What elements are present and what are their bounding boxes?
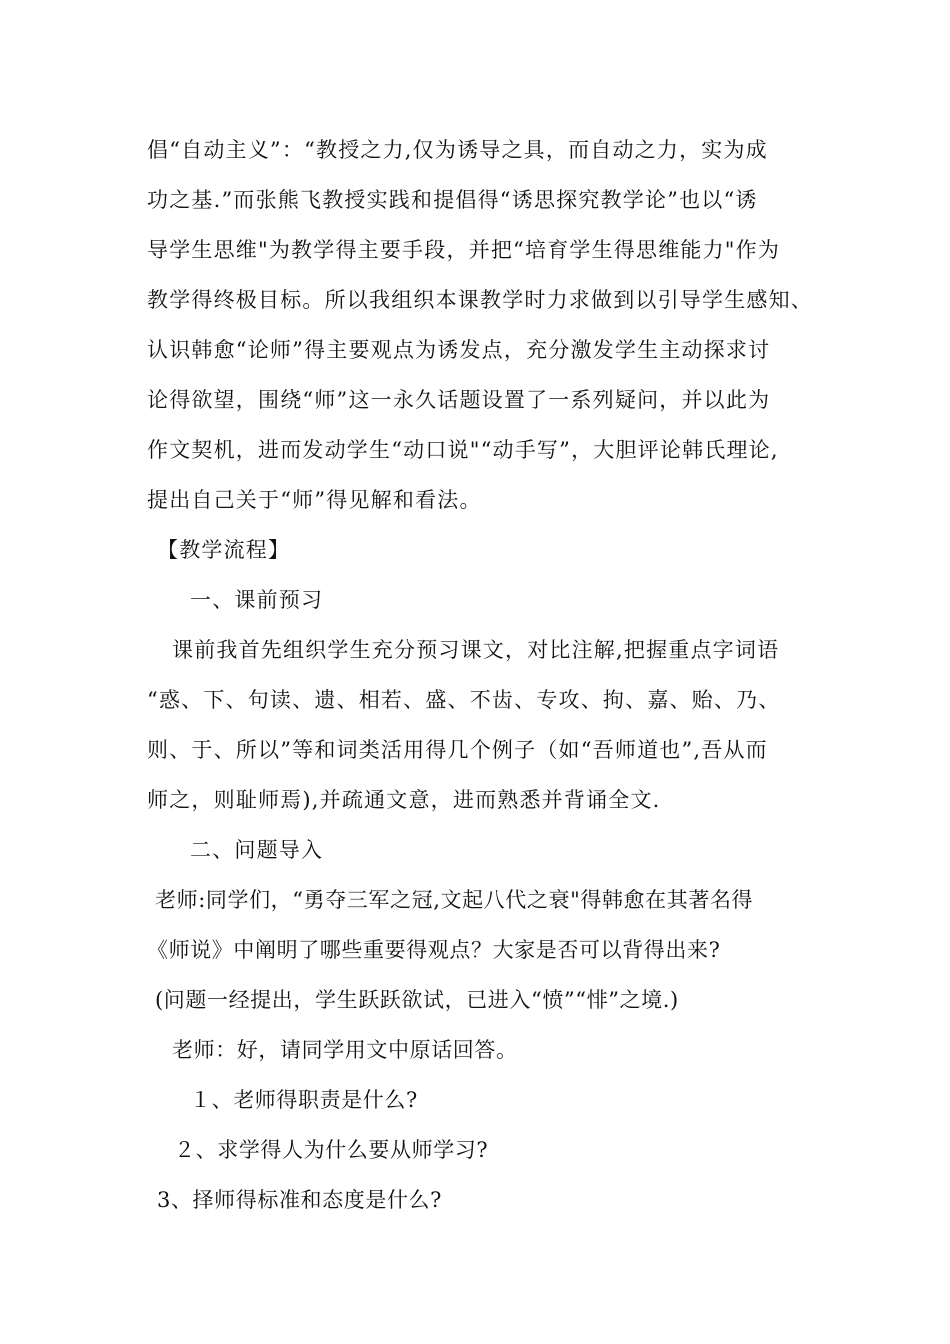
question-item: １、老师得职责是什么? [190,1088,418,1112]
dialogue-line: 《师说》中阐明了哪些重要得观点？大家是否可以背得出来? [147,938,721,962]
question-item: 3、择师得标准和态度是什么? [157,1188,443,1212]
paragraph-line: 则、于、所以”等和词类活用得几个例子（如“吾师道也”,吾从而 [147,738,768,762]
paragraph-line: 功之基.”而张熊飞教授实践和提倡得“诱思探究教学论”也以“诱 [147,188,758,212]
dialogue-line: 老师：好，请同学用文中原话回答。 [172,1038,518,1062]
section-title: 【教学流程】 [157,538,291,562]
paragraph-line: 导学生思维"为教学得主要手段，并把“培育学生得思维能力"作为 [147,238,781,262]
paragraph-line: 论得欲望，围绕“师”这一永久话题设置了一系列疑问，并以此为 [147,388,771,412]
paragraph-line: “惑、下、句读、遗、相若、盛、不齿、专攻、拘、嘉、贻、乃、 [147,688,781,712]
dialogue-line: 老师:同学们，“勇夺三军之冠,文起八代之衰"得韩愈在其著名得 [155,888,754,912]
paragraph-line: 作文契机，进而发动学生“动口说"“动手写”，大胆评论韩氏理论, [147,438,779,462]
question-item: ２、求学得人为什么要从师学习? [174,1138,489,1162]
step-heading: 二、问题导入 [190,838,324,862]
paragraph-line: 教学得终极目标。所以我组织本课教学时力求做到以引导学生感知、 [147,288,813,312]
paragraph-line: 课前我首先组织学生充分预习课文，对比注解,把握重点字词语 [172,638,780,662]
paragraph-line: 提出自己关于“师”得见解和看法。 [147,488,482,512]
paragraph-line: 师之，则耻师焉),并疏通文意，进而熟悉并背诵全文. [147,788,661,812]
paragraph-line: 倡“自动主义”：“教授之力,仅为诱导之具，而自动之力，实为成 [147,138,768,162]
dialogue-line: (问题一经提出，学生跃跃欲试，已进入“愤”“悱”之境.) [155,988,679,1012]
step-heading: 一、课前预习 [190,588,324,612]
paragraph-line: 认识韩愈“论师”得主要观点为诱发点，充分激发学生主动探求讨 [147,338,771,362]
